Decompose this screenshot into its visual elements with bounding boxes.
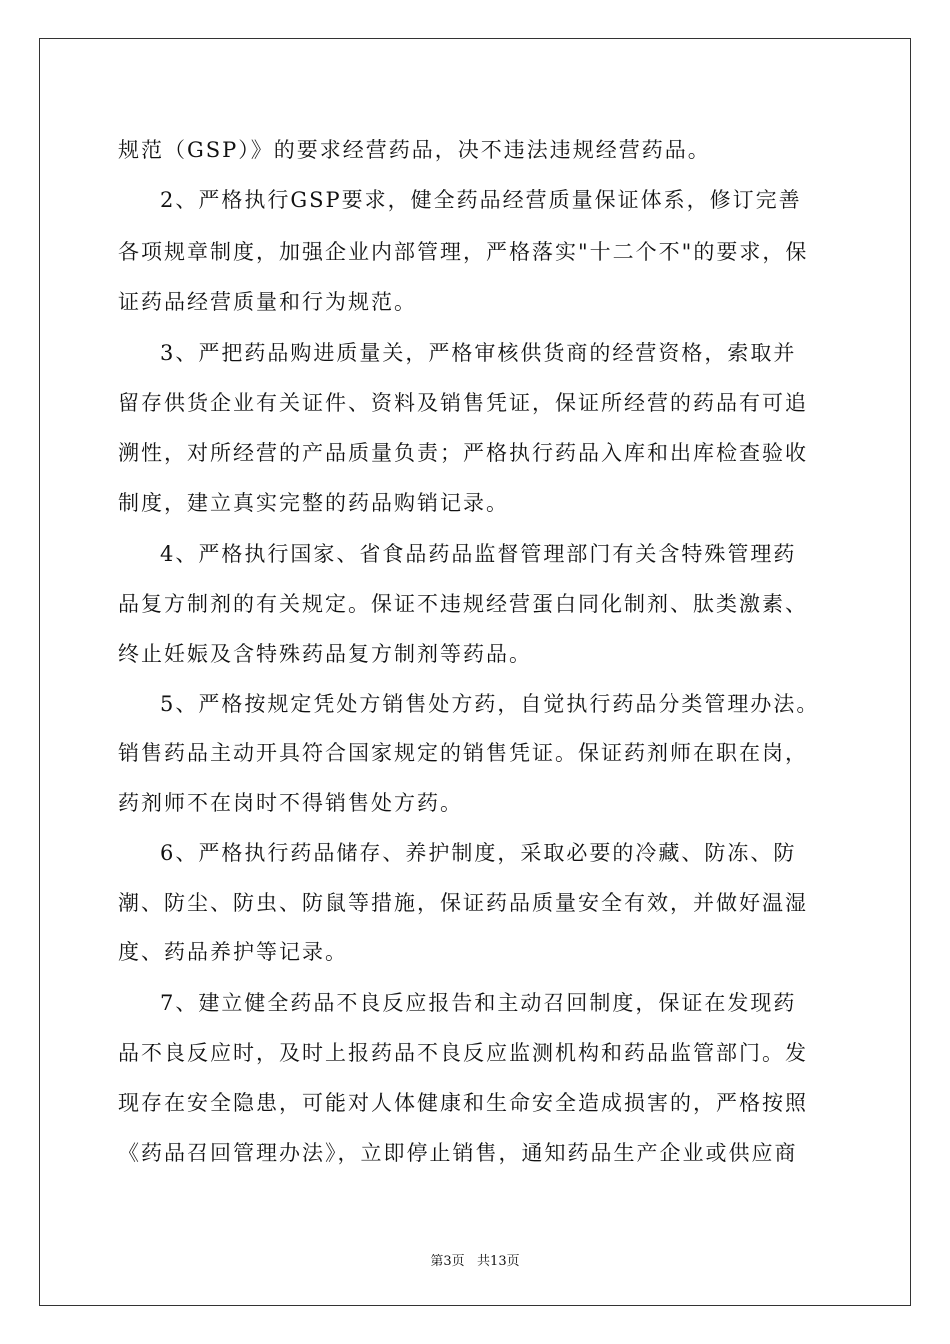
text-line: 溯性，对所经营的产品质量负责；严格执行药品入库和出库检查验收 <box>118 441 808 465</box>
text-line: 度、药品养护等记录。 <box>118 940 348 964</box>
text-line: 6、严格执行药品储存、养护制度，采取必要的冷藏、防冻、防 <box>160 841 797 865</box>
text-line: 现存在安全隐患，可能对人体健康和生命安全造成损害的，严格按照 <box>118 1091 808 1115</box>
text-line: 证药品经营质量和行为规范。 <box>118 290 417 314</box>
text-line: 潮、防尘、防虫、防鼠等措施，保证药品质量安全有效，并做好温湿 <box>118 891 808 915</box>
text-line: 4、严格执行国家、省食品药品监督管理部门有关含特殊管理药 <box>160 542 797 566</box>
text-line: 终止妊娠及含特殊药品复方制剂等药品。 <box>118 642 532 666</box>
page-number-footer: 第3页 共13页 <box>430 1254 520 1269</box>
text-line: 各项规章制度，加强企业内部管理，严格落实"十二个不"的要求，保 <box>118 240 809 264</box>
text-line: 药剂师不在岗时不得销售处方药。 <box>118 791 463 815</box>
text-line: 品复方制剂的有关规定。保证不违规经营蛋白同化制剂、肽类激素、 <box>118 592 808 616</box>
text-line: 2、严格执行GSP要求，健全药品经营质量保证体系，修订完善 <box>160 188 802 212</box>
text-line: 留存供货企业有关证件、资料及销售凭证，保证所经营的药品有可追 <box>118 391 808 415</box>
text-line: 5、严格按规定凭处方销售处方药，自觉执行药品分类管理办法。 <box>160 692 820 716</box>
text-line: 规范（GSP）》的要求经营药品，决不违法违规经营药品。 <box>118 138 711 162</box>
text-line: 《药品召回管理办法》，立即停止销售，通知药品生产企业或供应商 <box>118 1141 798 1165</box>
text-line: 7、建立健全药品不良反应报告和主动召回制度，保证在发现药 <box>160 991 797 1015</box>
page-border <box>39 38 911 1306</box>
text-line: 3、严把药品购进质量关，严格审核供货商的经营资格，索取并 <box>160 341 797 365</box>
text-line: 品不良反应时，及时上报药品不良反应监测机构和药品监管部门。发 <box>118 1041 808 1065</box>
text-line: 制度，建立真实完整的药品购销记录。 <box>118 491 509 515</box>
text-line: 销售药品主动开具符合国家规定的销售凭证。保证药剂师在职在岗， <box>118 741 808 765</box>
